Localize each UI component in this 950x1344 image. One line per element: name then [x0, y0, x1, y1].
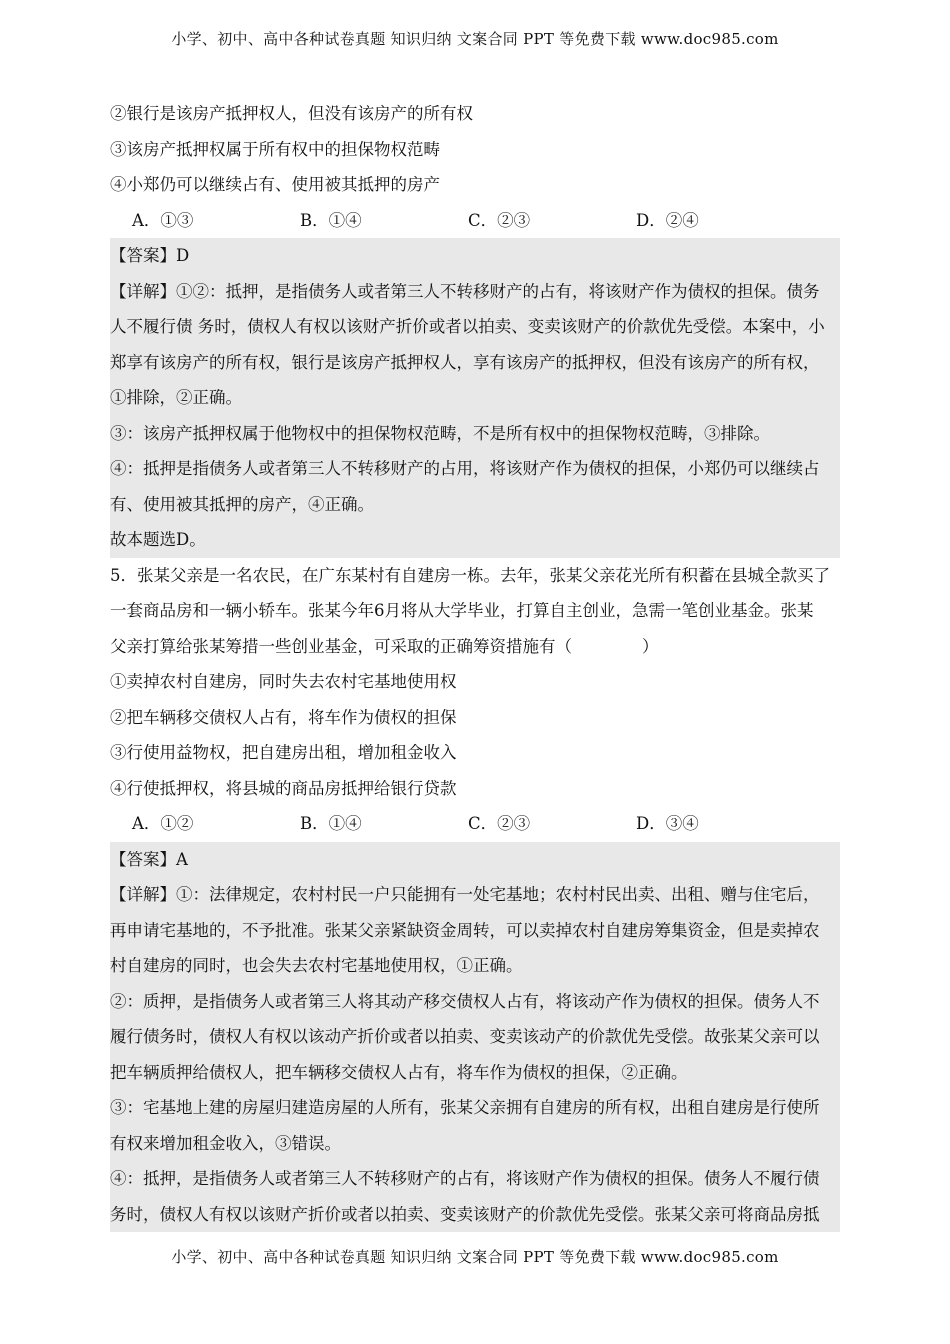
q5-option-c: C．②③ [468, 814, 531, 833]
q5-item-3: ③行使用益物权，把自建房出租，增加租金收入 [110, 743, 457, 762]
q4-detail-line: ①排除，②正确。 [110, 388, 242, 407]
q5-answer: 【答案】A [110, 849, 188, 869]
q4-detail-line: 郑享有该房产的所有权，银行是该房产抵押权人，享有该房产的抵押权，但没有该房产的所有权， [110, 352, 820, 372]
q5-detail-line: 把车辆质押给债权人，把车辆移交债权人占有，将车作为债权的担保，②正确。 [110, 1062, 688, 1082]
q5-stem-line [110, 629, 840, 665]
q5-detail-line: 村自建房的同时，也会失去农村宅基地使用权，①正确。 [110, 956, 523, 975]
q5-detail-line: ③：宅基地上建的房屋归建造房屋的人所有，张某父亲拥有自建房的所有权，出租自建房是行使所 [110, 1098, 820, 1117]
q5-stem-line: 一套商品房和一辆小轿车。张某今年6月将从大学毕业，打算自主创业，急需一笔创业基金。张某 [110, 601, 814, 620]
q5-option-a: A．①② [132, 814, 194, 833]
q4-item-4: ④小郑仍可以继续占有、使用被其抵押的房产 [110, 175, 440, 194]
q4-answer: 【答案】D [110, 246, 190, 265]
q5-item-2: ②把车辆移交债权人占有，将车作为债权的担保 [110, 707, 457, 727]
q5-item-4: ④行使抵押权，将县城的商品房抵押给银行贷款 [110, 778, 457, 798]
q5-detail-line: 履行债务时，债权人有权以该动产折价或者以拍卖、变卖该动产的价款优先受偿。故张某父亲可以 [110, 1027, 820, 1046]
q5-detail-line: 【详解】①：法律规定，农村村民一户只能拥有一处宅基地；农村村民出卖、出租、赠与住宅后， [110, 885, 820, 904]
q5-option-b: B．①④ [300, 814, 362, 833]
q5-option-d: D．③④ [636, 814, 699, 833]
q5-detail-line: ②：质押，是指债务人或者第三人将其动产移交债权人占有，将该动产作为债权的担保。债务人不 [110, 991, 820, 1011]
q4-answer-box [110, 238, 840, 558]
q5-options [110, 806, 840, 842]
page-footer: 小学、初中、高中各种试卷真题 知识归纳 文案合同 PPT 等免费下载 www.doc985.com [171, 1248, 779, 1266]
q5-answer-box [110, 842, 840, 1233]
q5-detail-line: ④：抵押，是指债务人或者第三人不转移财产的占有，将该财产作为债权的担保。债务人不履行债 [110, 1169, 820, 1188]
q4-option-c: C．②③ [468, 210, 531, 230]
q4-option-d: D．②④ [636, 210, 699, 230]
q5-detail-line: 务时，债权人有权以该财产折价或者以拍卖、变卖该财产的价款优先受偿。张某父亲可将商品房抵 [110, 1204, 820, 1224]
q4-detail-line: ④：抵押是指债务人或者第三人不转移财产的占用，将该财产作为债权的担保，小郑仍可以继续占 [110, 459, 820, 478]
q4-options [110, 203, 840, 239]
document-body [110, 96, 840, 1232]
q4-detail-line: 人不履行债 务时，债权人有权以该财产折价或者以拍卖、变卖该财产的价款优先受偿。本案中，小 [110, 317, 825, 336]
q4-detail-line: ③：该房产抵押权属于他物权中的担保物权范畴，不是所有权中的担保物权范畴，③排除。 [110, 423, 770, 443]
q4-detail-line: 有、使用被其抵押的房产，④正确。 [110, 494, 374, 514]
q4-detail-line: 【详解】①②：抵押，是指债务人或者第三人不转移财产的占有，将该财产作为债权的担保。债务 [110, 281, 820, 301]
page-header: 小学、初中、高中各种试卷真题 知识归纳 文案合同 PPT 等免费下载 www.doc985.com [171, 30, 779, 48]
q5-stem-line: 5．张某父亲是一名农民，在广东某村有自建房一栋。去年，张某父亲花光所有积蓄在县城全款买了 [110, 565, 830, 585]
q4-option-a: A．①③ [132, 210, 194, 230]
q4-item-3: ③该房产抵押权属于所有权中的担保物权范畴 [110, 139, 440, 159]
q5-stem-close: ） [642, 636, 659, 656]
q4-option-b: B．①④ [300, 210, 362, 230]
q5-stem-text: 父亲打算给张某筹措一些创业基金，可采取的正确筹资措施有（ [110, 636, 572, 656]
q4-item-2: ②银行是该房产抵押权人，但没有该房产的所有权 [110, 104, 473, 123]
q5-detail-line: 再申请宅基地的，不予批准。张某父亲紧缺资金周转，可以卖掉农村自建房筹集资金，但是卖掉农 [110, 920, 820, 940]
q5-item-1: ①卖掉农村自建房，同时失去农村宅基地使用权 [110, 672, 457, 691]
q4-detail-line: 故本题选D。 [110, 530, 206, 549]
q5-detail-line: 有权来增加租金收入，③错误。 [110, 1133, 341, 1153]
